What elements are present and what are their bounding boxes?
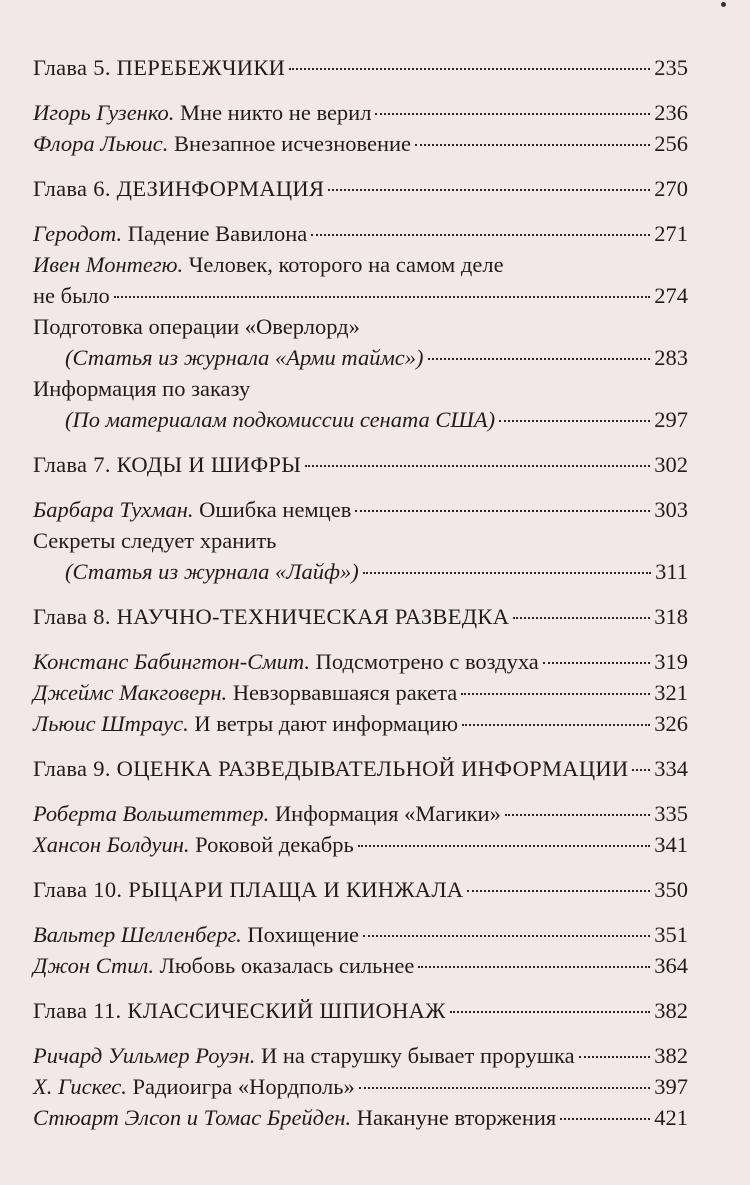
page-number: 283	[654, 345, 688, 370]
entry-title: Мне никто не верил	[180, 100, 372, 125]
page-number: 335	[654, 801, 688, 826]
toc-entry-continuation[interactable]	[33, 280, 688, 311]
page-number: 271	[654, 221, 688, 246]
dot-leader	[355, 510, 650, 512]
dot-leader	[467, 890, 650, 892]
entry-title: Падение Вавилона	[127, 221, 308, 246]
entry-title: И на старушку бывает прорушка	[261, 1043, 575, 1068]
page-number: 311	[655, 559, 688, 584]
page-number: 382	[654, 998, 688, 1023]
dot-leader	[305, 465, 650, 467]
toc-entry[interactable]	[33, 218, 688, 249]
entry-source: (Статья из журнала «Лайф»)	[65, 559, 359, 584]
entry-author: Стюарт Элсоп и Томас Брейден.	[33, 1105, 352, 1130]
toc-entry[interactable]	[33, 919, 688, 950]
dot-leader	[462, 724, 650, 726]
page-number: 321	[654, 680, 688, 705]
entry-title: Ошибка немцев	[199, 497, 352, 522]
toc-entry[interactable]	[33, 798, 688, 829]
entry-title: Подсмотрено с воздуха	[315, 649, 539, 674]
page-number: 421	[654, 1105, 688, 1130]
chapter-title: Глава 10. РЫЦАРИ ПЛАЩА И КИНЖАЛА	[33, 877, 464, 902]
entry-author: Роберта Вольштеттер.	[33, 801, 270, 826]
dot-leader	[363, 572, 651, 574]
entry-title: Радиоигра «Нордполь»	[132, 1074, 355, 1099]
page-number: 364	[654, 953, 688, 978]
toc-chapter-8[interactable]	[33, 601, 688, 632]
entry-title: И ветры дают информацию	[194, 711, 458, 736]
entry-author: Барбара Тухман.	[33, 497, 194, 522]
entry-author: Флора Льюис.	[33, 131, 169, 156]
dot-leader	[499, 420, 650, 422]
entry-title: Любовь оказалась сильнее	[159, 953, 415, 978]
entry-author: Ричард Уильмер Роуэн.	[33, 1043, 256, 1068]
dot-leader	[359, 1087, 650, 1089]
entry-author: Джеймс Макговерн.	[33, 680, 228, 705]
page-number: 236	[654, 100, 688, 125]
toc-entry[interactable]	[33, 646, 688, 677]
chapter-title: Глава 9. ОЦЕНКА РАЗВЕДЫВАТЕЛЬНОЙ ИНФОРМАЦИИ	[33, 756, 629, 781]
entry-author: Игорь Гузенко.	[33, 100, 175, 125]
toc-entry[interactable]	[33, 677, 688, 708]
dot-leader	[418, 966, 650, 968]
entry-author: Хансон Болдуин.	[33, 832, 190, 857]
page-number: 326	[654, 711, 688, 736]
dot-leader	[375, 113, 650, 115]
dot-leader	[289, 68, 650, 70]
page-number: 351	[654, 922, 688, 947]
toc-entry[interactable]	[33, 950, 688, 981]
page-number: 382	[654, 1043, 688, 1068]
entry-author: Констанс Бабингтон-Смит.	[33, 649, 310, 674]
entry-title: Человек, которого на самом деле	[188, 252, 504, 277]
toc-entry[interactable]	[33, 1040, 688, 1071]
page-number: 397	[654, 1074, 688, 1099]
toc-chapter-6[interactable]	[33, 173, 688, 204]
entry-title: Невзорвавшаяся ракета	[232, 680, 458, 705]
dot-leader	[461, 693, 650, 695]
entry-author: Джон Стил.	[33, 953, 154, 978]
toc-entry-continuation[interactable]	[33, 556, 688, 587]
print-mark	[721, 2, 726, 7]
dot-leader	[114, 296, 651, 298]
toc-entry-first-line[interactable]	[33, 249, 688, 280]
toc-entry[interactable]	[33, 708, 688, 739]
toc-entry-continuation[interactable]	[33, 404, 688, 435]
toc-entry[interactable]	[33, 829, 688, 860]
entry-title: Подготовка операции «Оверлорд»	[33, 314, 360, 339]
dot-leader	[513, 617, 650, 619]
dot-leader	[428, 358, 651, 360]
dot-leader	[560, 1118, 650, 1120]
entry-title: Секреты следует хранить	[33, 528, 277, 553]
entry-title: Внезапное исчезновение	[174, 131, 412, 156]
page-number: 318	[654, 604, 688, 629]
page-number: 297	[654, 407, 688, 432]
toc-entry-continuation[interactable]	[33, 342, 688, 373]
page-number: 302	[654, 452, 688, 477]
chapter-title: Глава 8. НАУЧНО-ТЕХНИЧЕСКАЯ РАЗВЕДКА	[33, 604, 510, 629]
entry-author: Геродот.	[33, 221, 123, 246]
toc-chapter-5[interactable]	[33, 52, 688, 83]
toc-entry-first-line[interactable]	[33, 373, 688, 404]
dot-leader	[358, 845, 651, 847]
page-number: 303	[654, 497, 688, 522]
page-number: 341	[654, 832, 688, 857]
toc-entry-first-line[interactable]	[33, 525, 688, 556]
entry-source: (По материалам подкомиссии сената США)	[65, 407, 496, 432]
dot-leader	[311, 234, 650, 236]
entry-title-continued: не было	[33, 283, 110, 308]
entry-title: Накануне вторжения	[356, 1105, 557, 1130]
entry-title: Похищение	[247, 922, 359, 947]
toc-entry[interactable]	[33, 1102, 688, 1133]
entry-title: Роковой декабрь	[195, 832, 354, 857]
page-number: 270	[654, 176, 688, 201]
toc-chapter-9[interactable]	[33, 753, 688, 784]
dot-leader	[543, 662, 650, 664]
entry-title: Информация по заказу	[33, 376, 251, 401]
chapter-title: Глава 7. КОДЫ И ШИФРЫ	[33, 452, 302, 477]
dot-leader	[328, 189, 650, 191]
entry-author: Ивен Монтегю.	[33, 252, 184, 277]
toc-chapter-11[interactable]	[33, 995, 688, 1026]
dot-leader	[450, 1011, 651, 1013]
entry-title: Информация «Магики»	[274, 801, 501, 826]
entry-source: (Статья из журнала «Арми таймс»)	[65, 345, 424, 370]
page-number: 274	[654, 283, 688, 308]
chapter-title: Глава 5. ПЕРЕБЕЖЧИКИ	[33, 55, 286, 80]
chapter-title: Глава 11. КЛАССИЧЕСКИЙ ШПИОНАЖ	[33, 998, 446, 1023]
toc-entry[interactable]	[33, 494, 688, 525]
page-number: 350	[654, 877, 688, 902]
toc-entry[interactable]	[33, 128, 688, 159]
toc-chapter-7[interactable]	[33, 449, 688, 480]
page-number: 319	[654, 649, 688, 674]
page-number: 334	[654, 756, 688, 781]
toc-entry-first-line[interactable]	[33, 311, 688, 342]
entry-author: Х. Гискес.	[33, 1074, 127, 1099]
dot-leader	[363, 935, 650, 937]
toc-entry[interactable]	[33, 1071, 688, 1102]
dot-leader	[505, 814, 650, 816]
dot-leader	[579, 1056, 651, 1058]
chapter-title: Глава 6. ДЕЗИНФОРМАЦИЯ	[33, 176, 325, 201]
dot-leader	[415, 144, 650, 146]
toc-chapter-10[interactable]	[33, 874, 688, 905]
toc-entry[interactable]	[33, 97, 688, 128]
page-number: 256	[654, 131, 688, 156]
dot-leader	[632, 769, 650, 771]
page-number: 235	[654, 55, 688, 80]
entry-author: Льюис Штраус.	[33, 711, 189, 736]
table-of-contents	[33, 52, 688, 1133]
entry-author: Вальтер Шелленберг.	[33, 922, 242, 947]
